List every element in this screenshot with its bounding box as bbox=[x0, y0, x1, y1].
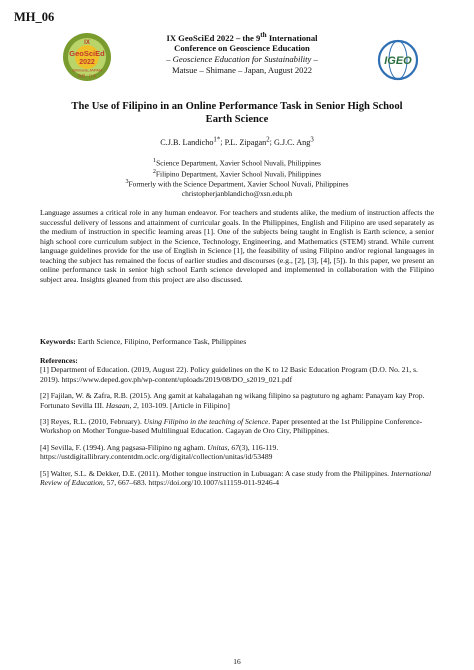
paper-code: MH_06 bbox=[14, 10, 55, 24]
svg-text:GeoSciEd: GeoSciEd bbox=[69, 49, 105, 58]
author-name: P.L. Zipagan$^2$ bbox=[224, 136, 270, 147]
page-number: 16 bbox=[233, 657, 241, 666]
conference-theme: – Geoscience Education for Sustainability – bbox=[166, 54, 318, 65]
affiliations bbox=[50, 157, 424, 198]
geosciedi-logo bbox=[62, 32, 112, 82]
author-name: C.J.B. Landicho$^{1*}$ bbox=[160, 136, 221, 147]
abstract-body: Language assumes a critical role in any human endeavor. For teachers and students alike, the medium of instruction affects the successful delivery of lessons and attainment of curricular goals. In the Philippines, English and Filipino are used separately as the medium of instruction in specific learning areas [1]. One of the subjects being taught in English is Earth science, a senior high school core curriculum subject in the Science, Technology, Engineering, and Mathematics (STEM) strand. While current language guidelines provide for the use of English in Science [1], the feasibility of using Filipino and/or regional languages in teaching the subject has remained the focus of earlier studies and discourses (e.g., [2], [3], [4], [5]). In this paper, we present an online performance task in senior high school Earth science developed and implemented in collaboration with the Filipino subject area. Insights gleaned from this project are also discussed. bbox=[40, 208, 434, 284]
corresponding-email: christopherjanblandicho@xsn.edu.ph bbox=[181, 189, 293, 199]
reference-item: [2] Fajilan, W. & Zafra, R.B. (2015). Ang gamit at kahalagahan ng wikang filipino sa pagtuturo ng agham: Panayam kay Prop. Fortunato Sevilla III. Hasaan, 2, 103-109. [Article in Filipino] bbox=[40, 391, 425, 410]
reference-list bbox=[40, 365, 434, 487]
author-affiliation-mark: 2 bbox=[266, 136, 270, 143]
conference-title-line: IX GeoSciEd 2022 – the 9th International bbox=[166, 31, 318, 43]
reference-item: [1] Department of Education. (2019, August 22). Policy guidelines on the K to 12 Basic Education Program (D.O. No. 21, s. 2019). https://www.deped.gov.ph/wp-content/uploads/2019/08/DO_s2019_021.pdf bbox=[40, 365, 418, 384]
svg-text:2022: 2022 bbox=[79, 59, 95, 66]
affiliation-line: $^1$Science Department, Xavier School Nuvali, Philippines bbox=[153, 158, 321, 168]
author-affiliation-mark: 1* bbox=[213, 136, 221, 143]
paper-title: The Use of Filipino in an Online Performance Task in Senior High School Earth Science bbox=[71, 101, 403, 125]
conference-name: Conference on Geoscience Education bbox=[174, 43, 310, 54]
svg-text:島根・日本: 島根・日本 bbox=[78, 74, 96, 78]
author-list: C.J.B. Landicho$^{1*}$; P.L. Zipagan$^2$; G.J.C. Ang$^3$ bbox=[160, 136, 314, 147]
conference-header bbox=[118, 30, 366, 75]
references-section bbox=[40, 356, 434, 494]
references-heading: References: bbox=[40, 356, 78, 365]
author-affiliation-mark: 3 bbox=[310, 136, 314, 143]
affiliation-line: $^3$Formerly with the Science Department, Xavier School Nuvali, Philippines bbox=[125, 179, 349, 189]
reference-item: [5] Walter, S.L. & Dekker, D.E. (2011). Mother tongue instruction in Lubuagan: A case study from the Philippines. International Review of Education, 57, 667–683. https://doi.org/10.1007/s11159-011-9246-4 bbox=[40, 468, 432, 488]
svg-text:IX: IX bbox=[84, 40, 90, 46]
conference-venue: Matsue – Shimane – Japan, August 2022 bbox=[171, 64, 313, 75]
reference-item: [4] Sevilla, F. (1994). Ang pagsasa-Filipino ng agham. Unitas, 67(3), 116-119. https://ustdigitallibrary.contentdm.oclc.org/digital/collection/unitas/id/53489 bbox=[40, 442, 279, 462]
keywords-text: Earth Science, Filipino, Performance Task, Philippines bbox=[75, 337, 247, 346]
author-name: G.J.C. Ang$^3$ bbox=[273, 136, 314, 147]
igeo-logo bbox=[376, 38, 420, 82]
keywords-line bbox=[40, 337, 434, 347]
affiliation-line: $^2$Filipino Department, Xavier School Nuvali, Philippines bbox=[152, 168, 322, 179]
keywords-label: Keywords: bbox=[40, 337, 76, 346]
reference-item: [3] Reyes, R.L. (2010, February). Using Filipino in the teaching of Science. Paper presented at the 1st Philippine Conference-Workshop on Mother Tongue-based Multilingual Education. Cagayan de Oro City, Philippines. bbox=[40, 417, 423, 436]
svg-text:IGEO: IGEO bbox=[384, 55, 412, 67]
svg-text:Shimane,JAPAN: Shimane,JAPAN bbox=[72, 67, 102, 73]
